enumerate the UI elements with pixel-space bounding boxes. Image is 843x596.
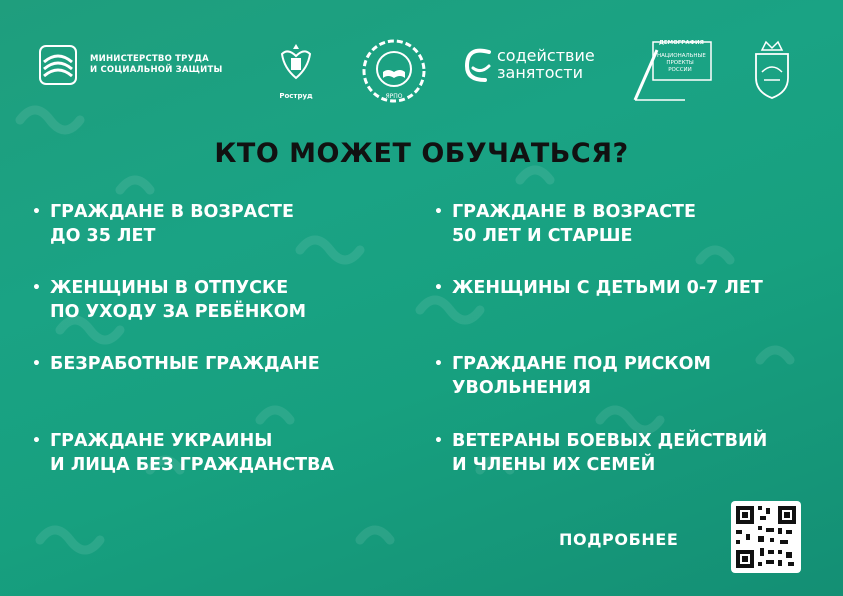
yarpo-logo [359, 36, 429, 106]
ministry-name: МИНИСТЕРСТВО ТРУДА И СОЦИАЛЬНОЙ ЗАЩИТЫ [90, 54, 223, 75]
employment-swirl-icon [463, 44, 493, 84]
page-title: КТО МОЖЕТ ОБУЧАТЬСЯ? [214, 138, 629, 169]
natproj-logo [633, 40, 713, 102]
employment-logo [463, 44, 595, 84]
yarpo-caption: ЯРПО [385, 93, 403, 100]
natproj-main: НАЦИОНАЛЬНЫЕ ПРОЕКТЫ РОССИИ [657, 53, 706, 73]
list-item: • БЕЗРАБОТНЫЕ ГРАЖДАНЕ [32, 352, 422, 376]
ministry-logo [38, 44, 260, 86]
rostrud-logo [272, 40, 320, 100]
smolensk-coat-of-arms [748, 38, 796, 102]
list-item: • ЖЕНЩИНЫ С ДЕТЬМИ 0-7 ЛЕТ [434, 276, 834, 300]
qr-code-icon [731, 501, 801, 573]
list-item: • ГРАЖДАНЕ В ВОЗРАСТЕ 50 ЛЕТ И СТАРШЕ [434, 200, 834, 248]
more-label: ПОДРОБНЕЕ [559, 530, 679, 549]
coat-of-arms-icon [748, 38, 796, 102]
list-item: • ГРАЖДАНЕ УКРАИНЫ И ЛИЦА БЕЗ ГРАЖДАНСТВА [32, 429, 422, 477]
rostrud-caption: Роструд [279, 92, 313, 100]
list-item: • ЖЕНЩИНЫ В ОТПУСКЕ ПО УХОДУ ЗА РЕБЁНКОМ [32, 276, 422, 324]
employment-line1: содействие [497, 46, 595, 65]
employment-line2: занятости [497, 63, 584, 82]
qr-code[interactable] [731, 501, 801, 573]
list-item: • ГРАЖДАНЕ В ВОЗРАСТЕ ДО 35 ЛЕТ [32, 200, 422, 248]
list-item: • ГРАЖДАНЕ ПОД РИСКОМ УВОЛЬНЕНИЯ [434, 352, 834, 400]
list-item: • ВЕТЕРАНЫ БОЕВЫХ ДЕЙСТВИЙ И ЧЛЕНЫ ИХ СЕМЕЙ [434, 429, 834, 477]
natproj-top: ДЕМОГРАФИЯ [659, 40, 704, 46]
ministry-emblem-icon [38, 44, 78, 86]
eagle-emblem-icon [278, 40, 314, 86]
yarpo-gear-icon [359, 36, 429, 106]
